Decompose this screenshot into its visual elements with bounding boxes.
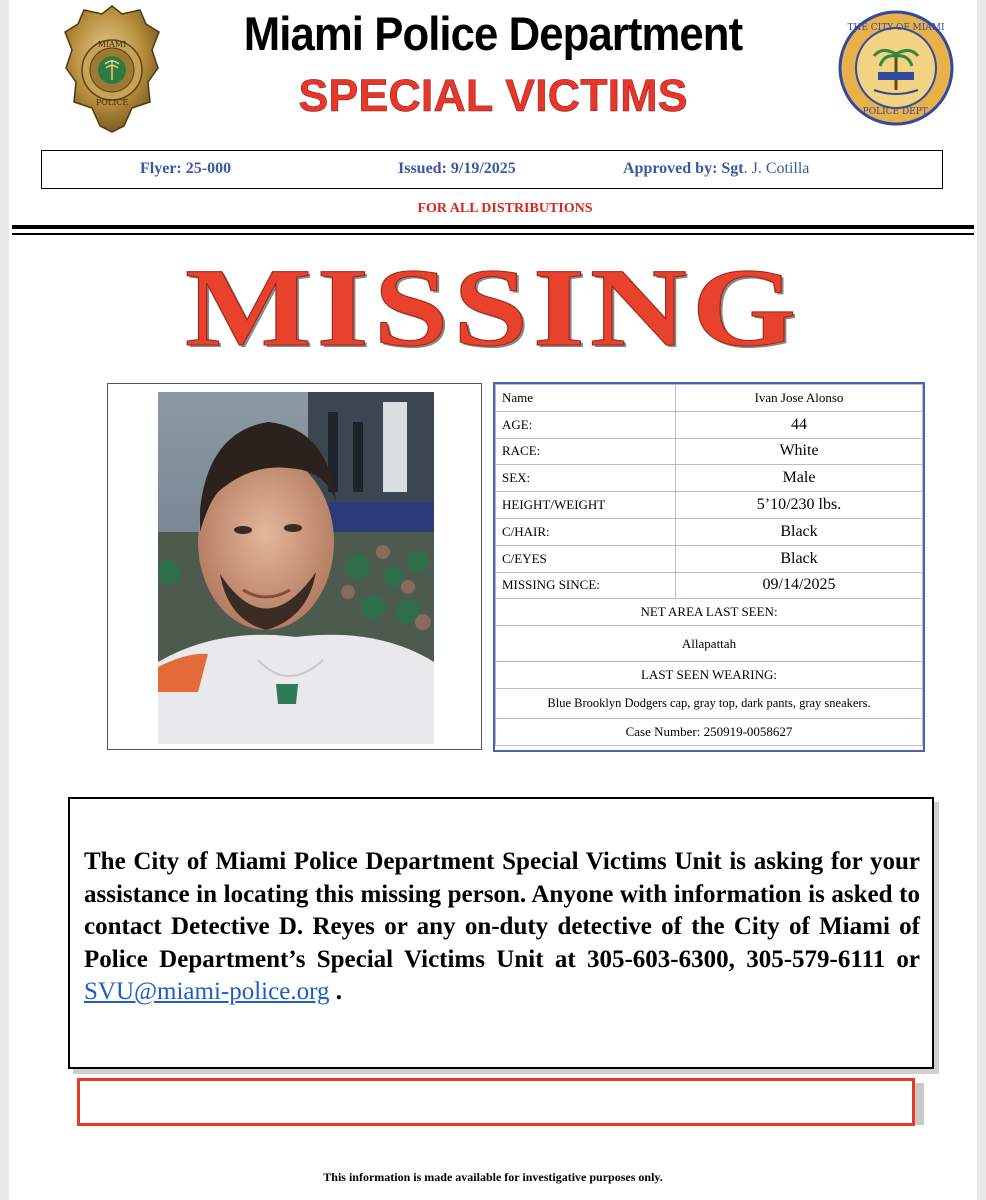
age-value: 44 bbox=[676, 411, 923, 438]
missing-person-photo bbox=[158, 392, 434, 744]
race-label: RACE: bbox=[496, 438, 676, 465]
race-value: White bbox=[676, 438, 923, 465]
missing-person-details bbox=[493, 382, 925, 752]
page-edge-left bbox=[0, 0, 9, 1200]
table-row bbox=[496, 718, 923, 745]
seal-text-bottom: POLICE DEPT. bbox=[862, 107, 930, 117]
table-row bbox=[496, 545, 923, 572]
table-row bbox=[496, 572, 923, 599]
approved-name: . J. Cotilla bbox=[743, 160, 810, 177]
height-weight-label: HEIGHT/WEIGHT bbox=[496, 492, 676, 519]
notice-text: The City of Miami Police Department Special Victims Unit is asking for your assistance in locating this missing person. Anyone with information is asked to contact Detective D. Reyes or any on-duty detective of the City of Miami of Police Department’s Special Victims Unit at 305-603-6300, 305-579-6111 or bbox=[84, 848, 920, 973]
badge-text-top: MIAMI bbox=[97, 40, 127, 49]
case-number: Case Number: 250919-0058627 bbox=[496, 718, 923, 745]
table-row bbox=[496, 599, 923, 626]
photo-frame bbox=[107, 383, 482, 750]
table-row bbox=[496, 688, 923, 718]
table-row bbox=[496, 411, 923, 438]
hair-value: Black bbox=[676, 518, 923, 545]
table-row bbox=[496, 438, 923, 465]
empty-red-box bbox=[77, 1078, 915, 1126]
unit-title: SPECIAL VICTIMS bbox=[298, 70, 688, 121]
divider-thin bbox=[12, 233, 974, 235]
notice-end: . bbox=[329, 978, 342, 1005]
flyer-info-bar bbox=[41, 150, 943, 189]
divider-thick bbox=[12, 225, 974, 229]
distribution-note: FOR ALL DISTRIBUTIONS bbox=[417, 201, 593, 216]
department-title: Miami Police Department bbox=[243, 7, 743, 60]
area-last-seen-label: NET AREA LAST SEEN: bbox=[496, 599, 923, 626]
missing-headline: MISSING bbox=[184, 246, 802, 370]
approved-by bbox=[623, 160, 809, 178]
city-seal-icon bbox=[838, 10, 954, 126]
notice-box bbox=[68, 797, 934, 1069]
table-row bbox=[496, 662, 923, 689]
age-label: AGE: bbox=[496, 411, 676, 438]
police-badge-icon bbox=[62, 2, 162, 136]
footer-disclaimer: This information is made available for investigative purposes only. bbox=[323, 1170, 663, 1184]
approved-label: Approved by: Sgt bbox=[623, 160, 744, 177]
last-seen-wearing-label: LAST SEEN WEARING: bbox=[496, 662, 923, 689]
missing-since-label: MISSING SINCE: bbox=[496, 572, 676, 599]
flyer-number: Flyer: 25-000 bbox=[140, 160, 232, 177]
page-edge-right bbox=[977, 0, 986, 1200]
svu-email-link[interactable]: SVU@miami-police.org bbox=[84, 978, 330, 1005]
name-label: Name bbox=[496, 385, 676, 412]
missing-since-value: 09/14/2025 bbox=[676, 572, 923, 599]
sex-label: SEX: bbox=[496, 465, 676, 492]
name-value: Ivan Jose Alonso bbox=[676, 385, 923, 412]
table-row bbox=[496, 492, 923, 519]
table-row bbox=[496, 518, 923, 545]
table-row bbox=[496, 465, 923, 492]
seal-text-top: THE CITY OF MIAMI bbox=[847, 23, 945, 33]
badge-text-bottom: POLICE bbox=[95, 98, 129, 107]
last-seen-wearing-value: Blue Brooklyn Dodgers cap, gray top, dark pants, gray sneakers. bbox=[496, 688, 923, 718]
area-last-seen-value: Allapattah bbox=[496, 626, 923, 662]
sex-value: Male bbox=[676, 465, 923, 492]
hair-label: C/HAIR: bbox=[496, 518, 676, 545]
eyes-label: C/EYES bbox=[496, 545, 676, 572]
table-row bbox=[496, 385, 923, 412]
eyes-value: Black bbox=[676, 545, 923, 572]
notice-paragraph bbox=[84, 846, 920, 1009]
table-row bbox=[496, 626, 923, 662]
height-weight-value: 5’10/230 lbs. bbox=[676, 492, 923, 519]
issued-date: Issued: 9/19/2025 bbox=[398, 160, 516, 177]
